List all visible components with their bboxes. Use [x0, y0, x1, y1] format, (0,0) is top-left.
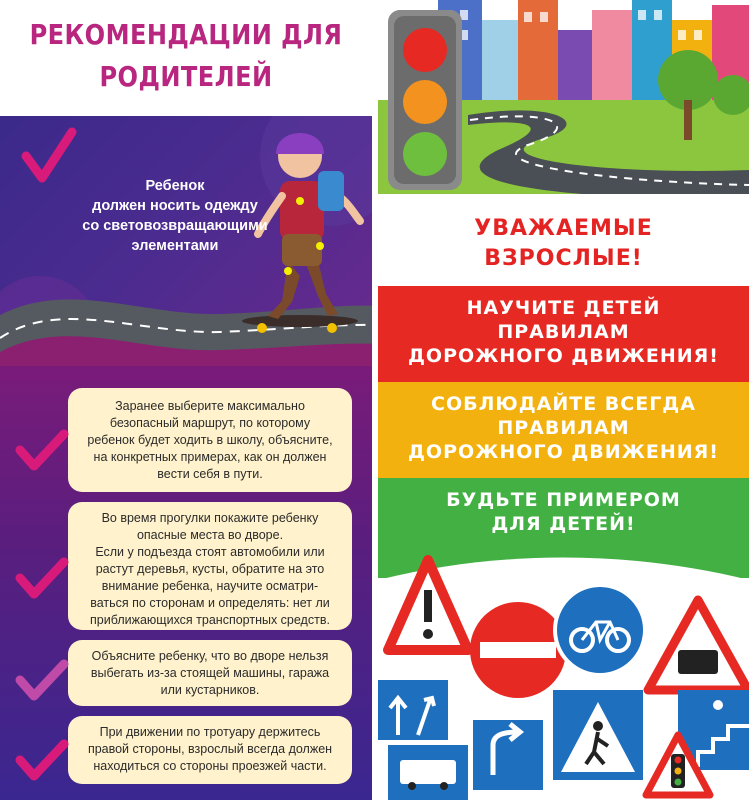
slogan-be-example: БУДЬТЕ ПРИМЕРОМ ДЛЯ ДЕТЕЙ!	[378, 478, 749, 578]
traffic-light-icon	[388, 10, 462, 190]
check-icon	[14, 738, 70, 784]
city-illustration	[378, 0, 749, 200]
tips-section	[0, 366, 372, 800]
no-entry-sign-icon	[470, 602, 566, 698]
check-icon	[14, 556, 70, 602]
tip-card: Во время прогулки покажите ребенку опасные места во дворе. Если у подъезда стоят автомобили или растут деревья, кусты, обратите на это внимание ребенка, научите осматри- ваться по сторонам и определять: нет ли приближающихся транспортных средств.	[68, 502, 352, 630]
check-icon	[14, 658, 70, 704]
slogan-teach-children: НАУЧИТЕ ДЕТЕЙ ПРАВИЛАМ ДОРОЖНОГО ДВИЖЕНИЯ!	[378, 286, 749, 382]
tip-card: При движении по тротуару держитесь правой стороны, взрослый всегда должен находиться со стороны проезжей части.	[68, 716, 352, 784]
road-signs-illustration	[378, 540, 749, 800]
tip-card: Объясните ребенку, что во дворе нельзя выбегать из-за стоящей машины, гаража или кустарников.	[68, 640, 352, 706]
bus-sign-icon	[388, 745, 468, 800]
bicycle-sign-icon	[555, 585, 645, 675]
check-icon	[26, 132, 72, 178]
page-title: РЕКОМЕНДАЦИИ ДЛЯ РОДИТЕЛЕЙ	[29, 18, 343, 93]
left-panel	[0, 0, 372, 800]
tip-card: Заранее выберите максимально безопасный маршрут, по которому ребенок будет ходить в школу, объясните, на конкретных примерах, как он должен вести себя в пути.	[68, 388, 352, 492]
pedestrian-crossing-sign-icon	[553, 690, 643, 780]
hero-banner	[0, 116, 372, 366]
hero-text: Ребенок должен носить одежду со световозвращающими элементами	[82, 178, 268, 254]
slogan-always-follow: СОБЛЮДАЙТЕ ВСЕГДА ПРАВИЛАМ ДОРОЖНОГО ДВИЖЕНИЯ!	[378, 382, 749, 478]
lane-direction-sign-icon	[378, 680, 448, 740]
check-icon	[14, 428, 70, 474]
turn-arrow-sign-icon	[473, 720, 543, 790]
right-panel	[378, 0, 749, 800]
slogan-dear-adults: УВАЖАЕМЫЕ ВЗРОСЛЫЕ!	[378, 194, 749, 286]
